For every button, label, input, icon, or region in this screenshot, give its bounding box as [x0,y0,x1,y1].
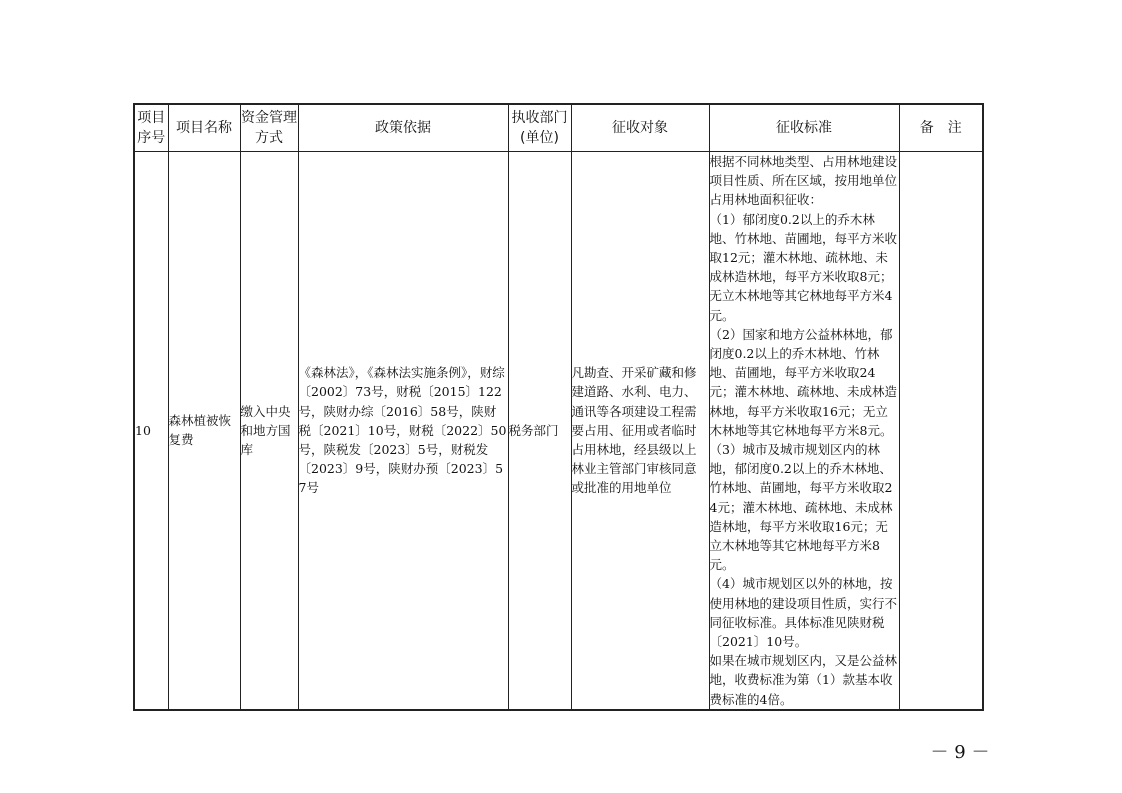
cell-target: 凡勘查、开采矿藏和修建道路、水利、电力、通讯等各项建设工程需要占用、征用或者临时占用林地，经县级以上林业主管部门审核同意或批准的用地单位 [571,152,709,710]
cell-remarks [899,152,983,710]
standard-paragraph: 如果在城市规划区内，又是公益林地，收费标准为第（1）款基本收费标准的4倍。 [709,653,898,707]
cell-standard [709,152,899,710]
header-item-name: 项目名称 [168,104,240,152]
cell-fund-management: 缴入中央和地方国库 [240,152,298,710]
fee-table [133,103,984,711]
header-department: 执收部门(单位) [508,104,571,152]
cell-department: 税务部门 [508,152,571,710]
standard-paragraph: （1）郁闭度0.2以上的乔木林地、竹林地、苗圃地，每平方米收取12元；灌木林地、疏林地、未成林造林地，每平方米收取8元；无立木林地等其它林地每平方米4元。 [709,211,898,323]
cell-item-number: 10 [134,152,168,710]
header-policy-basis: 政策依据 [298,104,508,152]
header-target: 征收对象 [571,104,709,152]
header-remarks: 备 注 [899,104,983,152]
header-row [134,104,983,152]
header-item-number: 项目序号 [134,104,168,152]
header-standard: 征收标准 [709,104,899,152]
standard-paragraph: 根据不同林地类型、占用林地建设项目性质、所在区域，按用地单位占用林地面积征收： [709,154,898,208]
cell-item-name: 森林植被恢复费 [168,152,240,710]
standard-paragraph: （4）城市规划区以外的林地，按使用林地的建设项目性质，实行不同征收标准。具体标准见陕财税〔2021〕10号。 [709,576,898,650]
standard-paragraph: （3）城市及城市规划区内的林地，郁闭度0.2以上的乔木林地、竹林地、苗圃地，每平方米收取24元；灌木林地、疏林地、未成林造林地，每平方米收取16元；无立木林地等其它林地每平方米8元。 [709,442,893,573]
header-fund-management: 资金管理方式 [240,104,298,152]
page-number: － 9 － [930,742,990,763]
standard-paragraph: （2）国家和地方公益林林地，郁闭度0.2以上的乔木林地、竹林地、苗圃地，每平方米收取24元；灌木林地、疏林地、未成林造林地，每平方米收取16元；无立木林地等其它林地每平方米8元。 [709,326,898,438]
cell-policy-basis: 《森林法》，《森林法实施条例》，财综〔2002〕73号，财税〔2015〕122号，陕财办综〔2016〕58号，陕财税〔2021〕10号，财税〔2022〕50号，陕税发〔2023〕5号，财税发〔2023〕9号，陕财办预〔2023〕57号 [298,152,508,710]
table-row [134,152,983,710]
